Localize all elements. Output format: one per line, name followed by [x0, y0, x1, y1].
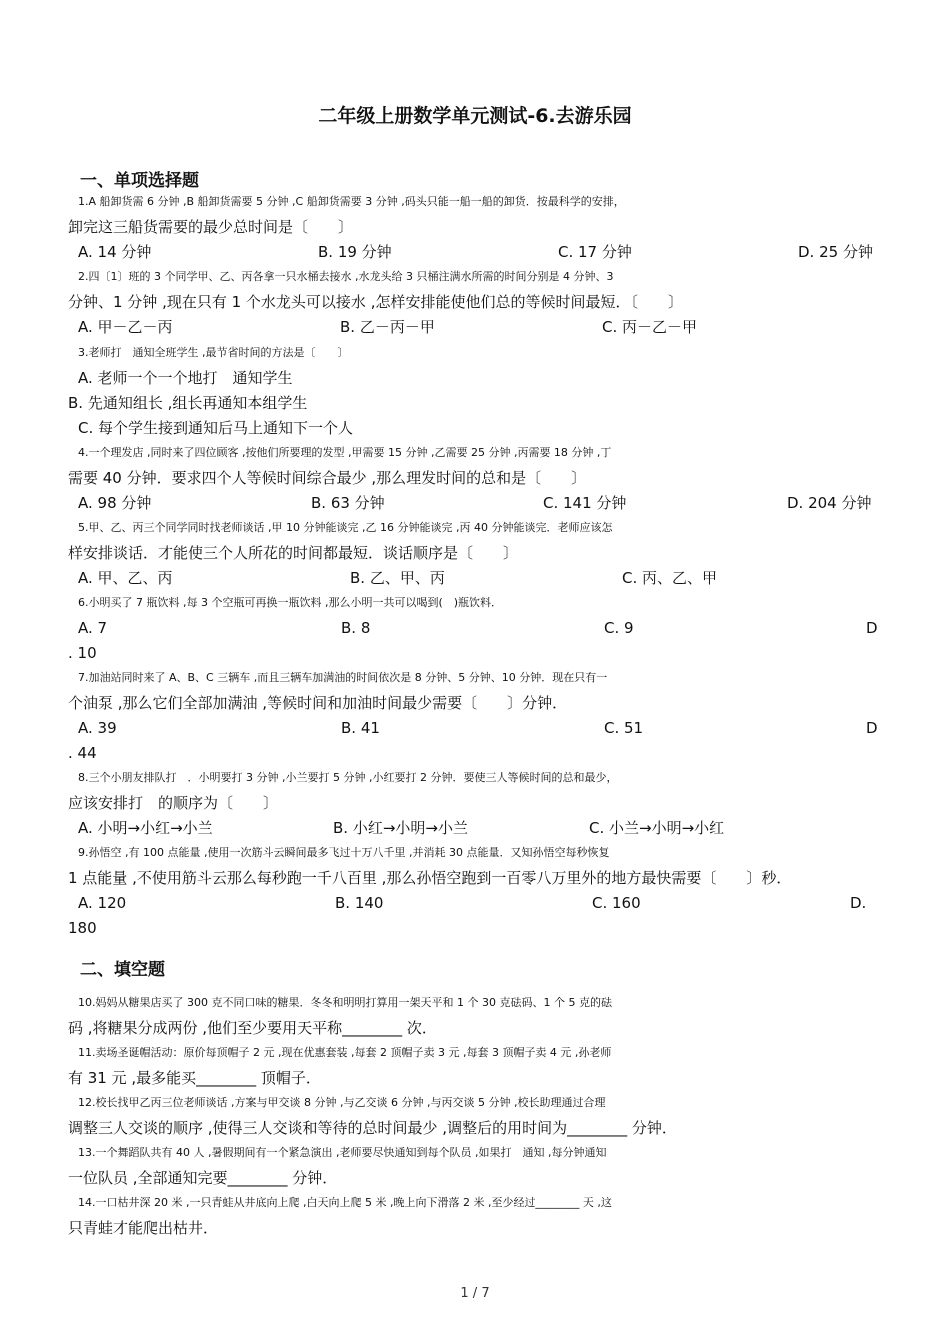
question-7-option-d: D	[866, 719, 878, 737]
question-1-option-d: D. 25 分钟	[798, 243, 873, 261]
question-9-option-c: C. 160	[592, 894, 641, 912]
question-1-option-c: C. 17 分钟	[558, 243, 632, 261]
question-9-line-2: 1 点能量 ,不使用筋斗云那么每秒跑一千八百里 ,那么孙悟空跑到一百零八万里外的地方最快需要〔 〕秒．	[68, 869, 792, 887]
question-4-option-d: D. 204 分钟	[787, 494, 872, 512]
question-9-option-d-value: 180	[68, 919, 97, 937]
question-12-line-2: 调整三人交谈的顺序 ,使得三人交谈和等待的总时间最少 ,调整后的用时间为________ 分钟．	[68, 1119, 677, 1137]
question-5-line-2: 样安排谈话．才能使三个人所花的时间都最短．谈话顺序是〔 〕	[68, 544, 519, 562]
question-1-line-2: 卸完这三船货需要的最少总时间是〔 〕	[68, 218, 354, 236]
question-8-option-a: A. 小明→小红→小兰	[78, 819, 213, 837]
question-10-line-2: 码 ,将糖果分成两份 ,他们至少要用天平称________ 次．	[68, 1019, 437, 1037]
question-5-option-c: C. 丙、乙、甲	[622, 569, 718, 587]
question-2-line-1: 2.四〔1〕班的 3 个同学甲、乙、丙各拿一只水桶去接水 ,水龙头给 3 只桶注满水所需的时间分别是 4 分钟、3	[78, 270, 614, 283]
question-8-option-c: C. 小兰→小明→小红	[589, 819, 725, 837]
question-6-option-c: C. 9	[604, 619, 634, 637]
question-2-option-a: A. 甲－乙－丙	[78, 318, 173, 336]
question-7-option-d-value: . 44	[68, 744, 97, 762]
question-8-line-2: 应该安排打 的顺序为〔 〕	[68, 794, 279, 812]
question-1-option-a: A. 14 分钟	[78, 243, 152, 261]
question-11-line-2: 有 31 元 ,最多能买________ 顶帽子．	[68, 1069, 321, 1087]
question-13-line-1: 13.一个舞蹈队共有 40 人 ,暑假期间有一个紧急演出 ,老师要尽快通知到每个队员 ,如果打 通知 ,每分钟通知	[78, 1146, 607, 1159]
page-title: 二年级上册数学单元测试-6.去游乐园	[318, 105, 632, 127]
question-9-option-b: B. 140	[335, 894, 384, 912]
question-6-option-b: B. 8	[341, 619, 371, 637]
question-8-line-1: 8.三个小朋友排队打 ．小明要打 3 分钟 ,小兰要打 5 分钟 ,小红要打 2 分钟．要使三人等候时间的总和最少，	[78, 771, 618, 784]
question-7-option-a: A. 39	[78, 719, 117, 737]
question-6-line-1: 6.小明买了 7 瓶饮料 ,每 3 个空瓶可再换一瓶饮料 ,那么小明一共可以喝到( )瓶饮料．	[78, 596, 503, 609]
question-3-option-a: A. 老师一个一个地打 通知学生	[78, 369, 293, 387]
question-1-line-1: 1.A 船卸货需 6 分钟 ,B 船卸货需要 5 分钟 ,C 船卸货需要 3 分钟 ,码头只能一船一船的卸货．按最科学的安排，	[78, 195, 625, 208]
question-6-option-d-value: . 10	[68, 644, 97, 662]
question-2-option-b: B. 乙－丙－甲	[340, 318, 435, 336]
section-heading-choice: 一、单项选择题	[80, 171, 199, 191]
page-number: 1 / 7	[460, 1286, 490, 1301]
question-2-line-2: 分钟、1 分钟 ,现在只有 1 个水龙头可以接水 ,怎样安排能使他们总的等候时间最短．〔 〕	[68, 293, 683, 311]
question-10-line-1: 10.妈妈从糖果店买了 300 克不同口味的糖果．冬冬和明明打算用一架天平和 1 个 30 克砝码、1 个 5 克的砝	[78, 996, 612, 1009]
question-14-line-1: 14.一口枯井深 20 米 ,一只青蛙从井底向上爬 ,白天向上爬 5 米 ,晚上向下滑落 2 米 ,至少经过________ 天 ,这	[78, 1196, 612, 1209]
question-5-line-1: 5.甲、乙、丙三个同学同时找老师谈话 ,甲 10 分钟能谈完 ,乙 16 分钟能谈完 ,丙 40 分钟能谈完．老师应该怎	[78, 521, 613, 534]
question-2-option-c: C. 丙－乙－甲	[602, 318, 698, 336]
question-6-option-d: D	[866, 619, 878, 637]
question-9-option-d: D.	[850, 894, 867, 912]
question-13-line-2: 一位队员 ,全部通知完要________ 分钟．	[68, 1169, 338, 1187]
question-9-line-1: 9.孙悟空 ,有 100 点能量 ,使用一次筋斗云瞬间最多飞过十万八千里 ,并消耗 30 点能量．又知孙悟空每秒恢复	[78, 846, 610, 859]
question-4-line-1: 4.一个理发店 ,同时来了四位顾客 ,按他们所要理的发型 ,甲需要 15 分钟 ,乙需要 25 分钟 ,丙需要 18 分钟 ,丁	[78, 446, 612, 459]
question-6-option-a: A. 7	[78, 619, 108, 637]
section-heading-fill: 二、填空题	[80, 960, 165, 980]
question-4-option-b: B. 63 分钟	[311, 494, 385, 512]
question-7-option-c: C. 51	[604, 719, 644, 737]
question-3-option-b: B. 先通知组长 ,组长再通知本组学生	[68, 394, 308, 412]
question-9-option-a: A. 120	[78, 894, 127, 912]
question-7-option-b: B. 41	[341, 719, 380, 737]
question-5-option-b: B. 乙、甲、丙	[350, 569, 445, 587]
question-7-line-1: 7.加油站同时来了 A、B、C 三辆车 ,而且三辆车加满油的时间依次是 8 分钟、5 分钟、10 分钟．现在只有一	[78, 671, 608, 684]
question-11-line-1: 11.卖场圣诞帽活动：原价每顶帽子 2 元 ,现在优惠套装 ,每套 2 顶帽子卖 3 元 ,每套 3 顶帽子卖 4 元 ,孙老师	[78, 1046, 612, 1059]
question-3-option-c: C. 每个学生接到通知后马上通知下一个人	[78, 419, 354, 437]
question-14-line-2: 只青蛙才能爬出枯井．	[68, 1219, 219, 1237]
question-1-option-b: B. 19 分钟	[318, 243, 392, 261]
question-3-line-1: 3.老师打 通知全班学生 ,最节省时间的方法是〔 〕	[78, 346, 349, 359]
question-4-option-c: C. 141 分钟	[543, 494, 627, 512]
question-7-line-2: 个油泵 ,那么它们全部加满油 ,等候时间和加油时间最少需要〔 〕分钟．	[68, 694, 568, 712]
question-4-option-a: A. 98 分钟	[78, 494, 152, 512]
question-4-line-2: 需要 40 分钟．要求四个人等候时间综合最少 ,那么理发时间的总和是〔 〕	[68, 469, 587, 487]
question-8-option-b: B. 小红→小明→小兰	[333, 819, 468, 837]
question-12-line-1: 12.校长找甲乙丙三位老师谈话 ,方案与甲交谈 8 分钟 ,与乙交谈 6 分钟 ,与丙交谈 5 分钟 ,校长助理通过合理	[78, 1096, 606, 1109]
question-5-option-a: A. 甲、乙、丙	[78, 569, 173, 587]
